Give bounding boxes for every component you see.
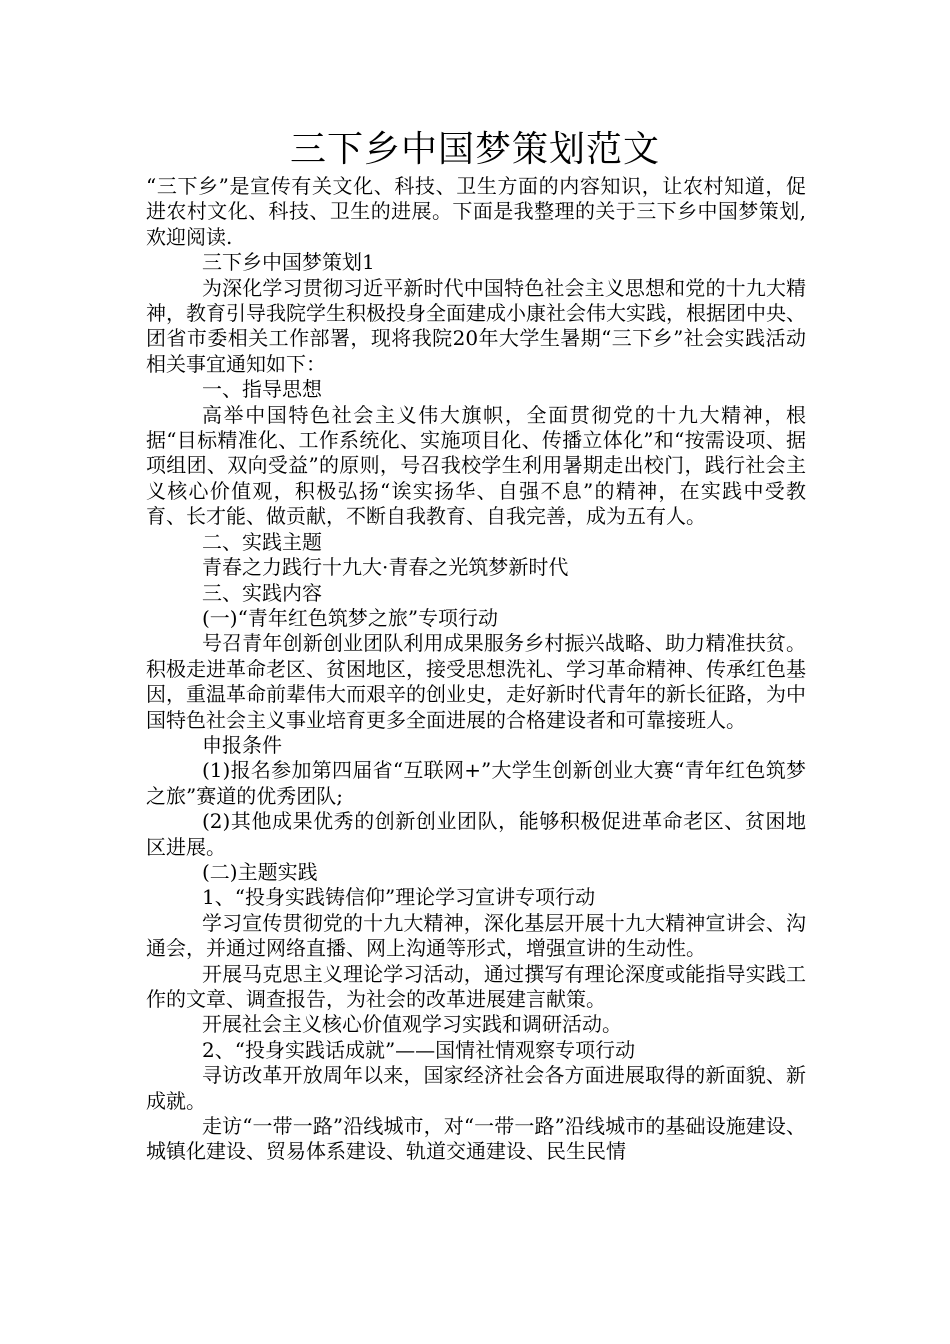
paragraph: 寻访改革开放周年以来，国家经济社会各方面进展取得的新面貌、新成就。 [146, 1063, 806, 1113]
paragraph: 2、“投身实践话成就”——国情社情观察专项行动 [202, 1037, 636, 1062]
paragraph: 一、指导思想 [202, 377, 322, 402]
paragraph: 开展社会主义核心价值观学习实践和调研活动。 [202, 1012, 622, 1037]
paragraph: (2)其他成果优秀的创新创业团队，能够积极促进革命老区、贫困地区进展。 [146, 809, 806, 859]
paragraph: 高举中国特色社会主义伟大旗帜，全面贯彻党的十九大精神，根据“目标精准化、工作系统化、实施项目化、传播立体化”和“按需设项、据项组团、双向受益”的原则，号召我校学生利用暑期走出校门，践行社会主义核心价值观，积极弘扬“诶实扬华、自强不息”的精神，在实践中受教育、长才能、做贡献，不断自我教育、自我完善，成为五有人。 [146, 402, 806, 529]
document-title: 三下乡中国梦策划范文 [289, 129, 660, 170]
paragraph: 1、“投身实践铸信仰”理论学习宣讲专项行动 [202, 885, 596, 910]
document-body [146, 174, 806, 1165]
paragraph: 走访“一带一路”沿线城市，对“一带一路”沿线城市的基础设施建设、城镇化建设、贸易体系建设、轨道交通建设、民生民情 [146, 1114, 806, 1164]
paragraph: 青春之力践行十九大·青春之光筑梦新时代 [202, 555, 569, 580]
paragraph: 学习宣传贯彻党的十九大精神，深化基层开展十九大精神宣讲会、沟通会，并通过网络直播、网上沟通等形式，增强宣讲的生动性。 [146, 910, 806, 961]
paragraph: 三、实践内容 [202, 580, 322, 605]
paragraph: 申报条件 [202, 732, 282, 757]
paragraph: (二)主题实践 [202, 859, 318, 884]
paragraph: 二、实践主题 [202, 529, 322, 554]
paragraph: (一)“青年红色筑梦之旅”专项行动 [202, 605, 499, 630]
paragraph: 开展马克思主义理论学习活动，通过撰写有理论深度或能指导实践工作的文章、调查报告，为社会的改革进展建言献策。 [146, 961, 806, 1011]
paragraph: 号召青年创新创业团队利用成果服务乡村振兴战略、助力精准扶贫。积极走进革命老区、贫困地区，接受思想洗礼、学习革命精神、传承红色基因，重温革命前辈伟大而艰辛的创业史，走好新时代青年的新长征路，为中国特色社会主义事业培育更多全面进展的合格建设者和可靠接班人。 [146, 631, 806, 732]
paragraph: 为深化学习贯彻习近平新时代中国特色社会主义思想和党的十九大精神，教育引导我院学生积极投身全面建成小康社会伟大实践，根据团中央、团省市委相关工作部署，现将我院20年大学生暑期“三下乡”社会实践活动相关事宜通知如下： [146, 275, 806, 376]
paragraph: 三下乡中国梦策划1 [202, 250, 375, 275]
paragraph: “三下乡”是宣传有关文化、科技、卫生方面的内容知识，让农村知道，促进农村文化、科技、卫生的进展。下面是我整理的关于三下乡中国梦策划,欢迎阅读. [146, 174, 806, 249]
paragraph: (1)报名参加第四届省“互联网+”大学生创新创业大赛“青年红色筑梦之旅”赛道的优秀团队; [146, 758, 806, 808]
